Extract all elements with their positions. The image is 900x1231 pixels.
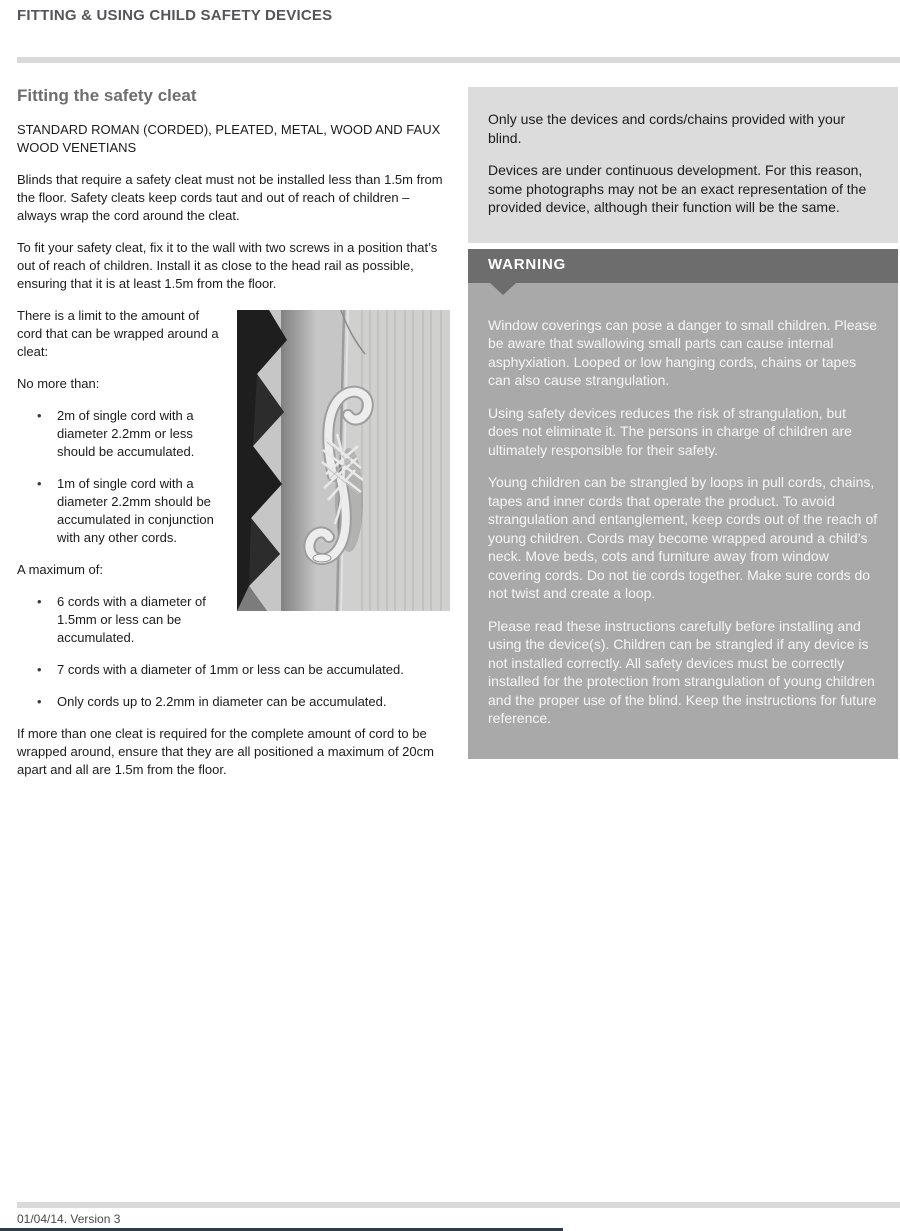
warning-paragraph: Young children can be strangled by loops in pull cords, chains, tapes and inner cords that operate the product. To avoid strangulation and entanglement, keep cords out of the reach of young children. Cords may become wrapped around a child’s neck. Move beds, cots and furniture away from window covering cords. Do not tie cords together. Make sure cords do not twist and create a loop. <box>488 474 878 601</box>
blind-types-line: STANDARD ROMAN (CORDED), PLEATED, METAL, WOOD AND FAUX WOOD VENETIANS <box>17 122 441 155</box>
list-item: • Only cords up to 2.2mm in diameter can be accumulated. <box>17 693 450 711</box>
header-divider <box>17 57 900 63</box>
fitting-paragraph: To fit your safety cleat, fix it to the wall with two screws in a position that’s out of reach of children. Install it as close to the head rail as possible, ensuring that it is at least 1.5m from the floor. <box>17 240 438 291</box>
list-item: • 6 cords with a diameter of 1.5mm or less can be accumulated. <box>17 593 450 647</box>
right-column <box>468 87 898 793</box>
warning-title: WARNING <box>488 256 567 274</box>
list-item: • 2m of single cord with a diameter 2.2mm or less should be accumulated. <box>17 407 450 461</box>
warning-box <box>468 283 898 759</box>
version-text: 01/04/14. Version 3 <box>17 1212 121 1226</box>
info-paragraph: Only use the devices and cords/chains provided with your blind. <box>488 111 846 146</box>
warning-paragraph: Please read these instructions carefully before installing and using the device(s). Children can be strangled if any device is not installed correctly. All safety devices must be correctly installed for the protection from strangulation of young children and the proper use of the blind. Keep the instructions for future reference. <box>488 617 877 726</box>
warning-paragraph: Window coverings can pose a danger to small children. Please be aware that swallowing small parts can cause internal asphyxiation. Looped or low hanging cords, chains or tapes can also cause strangulation. <box>488 316 878 388</box>
maximum-of-label: A maximum of: <box>17 562 103 577</box>
warning-paragraph: Using safety devices reduces the risk of strangulation, but does not eliminate it. The persons in charge of children are ultimately responsible for their safety. <box>488 404 852 458</box>
cord-limit-paragraph: There is a limit to the amount of cord that can be wrapped around a cleat: <box>17 308 219 359</box>
warning-header <box>468 249 898 283</box>
page-title: FITTING & USING CHILD SAFETY DEVICES <box>17 7 333 24</box>
multiple-cleats-paragraph: If more than one cleat is required for the complete amount of cord to be wrapped around, ensure that they are all positioned a maximum of 20cm apart and all are 1.5m from the floor. <box>17 726 434 777</box>
footer-divider <box>17 1202 900 1208</box>
no-more-than-label: No more than: <box>17 376 100 391</box>
page-header <box>0 0 900 24</box>
device-info-box <box>468 87 898 243</box>
left-column <box>17 87 450 793</box>
content-columns <box>17 87 898 793</box>
intro-paragraph: Blinds that require a safety cleat must not be installed less than 1.5m from the floor. Safety cleats keep cords taut and out of reach of children – always wrap the cord around the cleat. <box>17 172 443 223</box>
info-paragraph: Devices are under continuous development. For this reason, some photographs may not be an exact representation of the provided device, although their function will be the same. <box>488 162 867 215</box>
list-item: • 1m of single cord with a diameter 2.2mm should be accumulated in conjunction with any other cords. <box>17 475 450 547</box>
section-heading: Fitting the safety cleat <box>17 86 197 105</box>
no-more-than-list <box>17 407 450 547</box>
warning-pointer-icon <box>490 283 516 295</box>
list-item: • 7 cords with a diameter of 1mm or less can be accumulated. <box>17 661 450 679</box>
maximum-of-list <box>17 593 450 711</box>
